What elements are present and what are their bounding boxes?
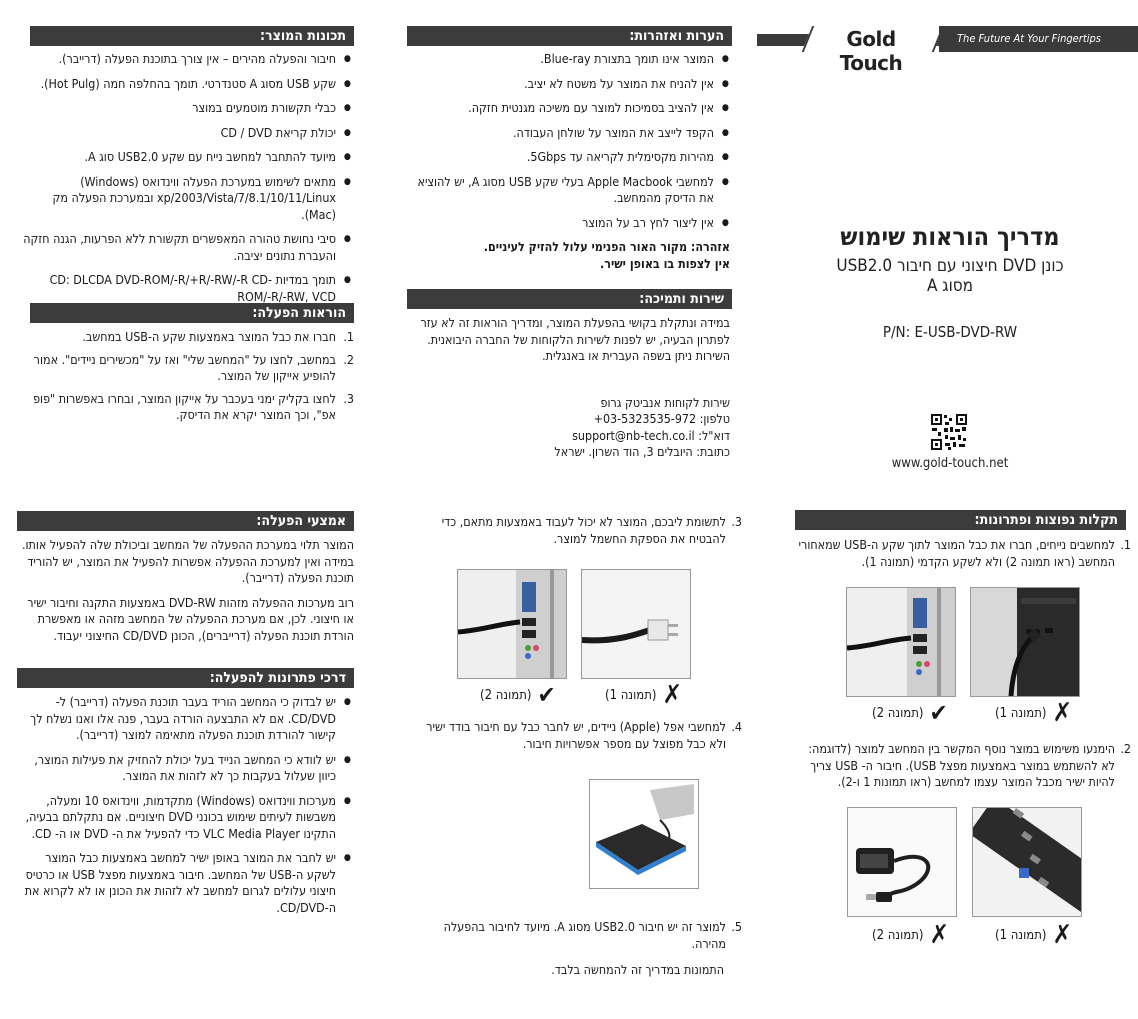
item-text: למחשבי אפל (Apple) ניידים, יש לחבר כבל עם חיבור בודד ישיר ולא כבל מפוצל עם מספר אפשרויות חיבור. — [426, 719, 726, 751]
item-text: למוצר זה יש חיבור USB2.0 מסוג A. מיועד לחיבור בהפעלה מהירה. — [443, 919, 726, 951]
manual-title: מדריך הוראות שימוש — [840, 222, 1060, 251]
photo-rear-port-ok — [457, 569, 567, 679]
disclaimer: התמונות במדריך זה להמחשה בלבד. — [551, 962, 724, 977]
caption-photo-1 — [995, 698, 1073, 728]
caption-text: (תמונה 2) — [480, 687, 532, 703]
item-number: 3. — [343, 390, 354, 406]
part-number: P/N: E-USB-DVD-RW — [882, 323, 1018, 341]
operation-list — [30, 329, 354, 424]
product-subtitle-2: מסוג A — [926, 276, 974, 296]
item-number: 1. — [1120, 537, 1131, 552]
photo-pc-rear-port — [846, 587, 956, 697]
list-item: ● תומך במדיות CD: DLCDA DVD-ROM/-R/+R/-RW/-R CD-ROM/-R/-RW, VCD — [22, 272, 354, 305]
list-item — [30, 352, 354, 385]
support-address: כתובת: היובלים 3, הוד השרון. ישראל — [554, 444, 730, 459]
list-item: ● הקפד לייצב את המוצר על שולחן העבודה. — [407, 125, 732, 142]
notes-heading: הערות ואזהרות: — [407, 26, 732, 46]
caption-adapter-photo-2 — [480, 681, 556, 709]
photo-usb-adapter — [847, 807, 957, 917]
list-item: ● יכולת קריאת CD / DVD — [22, 125, 354, 142]
list-item: ● יש לבדוק כי המחשב הוריד בעבר תוכנת הפעלה (דרייבר) ל-CD/DVD. אם לא התבצעה הורדה בעבר, פנה אלו ואנו נשלח לך קישור להורדת תוכנת הפעלה מתאימה למוצר (דרייבר). — [17, 694, 354, 744]
tip-item-4 — [412, 719, 742, 752]
support-section — [407, 315, 732, 461]
list-item: ● סיבי נחושת טהורה המאפשרים תקשורת ללא הפרעות, הגנה חזקה והעברת נתונים יציבה. — [22, 231, 354, 264]
brand-bar — [757, 26, 1138, 75]
brand-tagline: The Future At Your Fingertips — [957, 32, 1101, 45]
troubleshoot-heading: תקלות נפוצות ופתרונות: — [795, 510, 1126, 530]
product-subtitle-1: כונן DVD חיצוני עם חיבור USB2.0 — [836, 256, 1064, 276]
item-number: 3. — [731, 514, 742, 529]
ways-heading: דרכי פתרונות להפעלה: — [17, 668, 354, 688]
warning-line-1: אזהרה: מקור האור הפנימי עלול להזיק לעיניים. — [483, 239, 730, 254]
list-item: ● כבלי תקשורת מוטמעים במוצר — [22, 100, 354, 117]
list-item: ● אין ליצור לחץ רב על המוצר — [407, 215, 732, 232]
list-item: ● שקע USB מסוג A סטנדרטי. תומך בהחלפה חמה (Hot Pulg). — [22, 76, 354, 93]
photo-usb-hub — [972, 807, 1082, 917]
item-text: הימנעו משימוש במוצר נוסף המקשר בין המחשב למוצר (לדוגמה: לא להשתמש במוצר באמצעות מפצל USB). חיבור ה- USB צריך להיות ישיר מכבל המוצר עצמו למחשב (ראו תמונות 1 ו-2). — [808, 741, 1115, 789]
x-mark-icon: ✗ — [1052, 920, 1073, 950]
means-paragraph-2: רוב מערכות ההפעלה מזהות DVD-RW באמצעות התקנה וחיבור ישיר או חיצוני. לכן, אם מערכת ההפעלה של המחשב מזהה או מאפשרת הורדת תוכנת הפעלה (דרייברים), הכונן CD/DVD החיצוני יעבוד. — [27, 594, 354, 643]
caption-hub-photo-1 — [995, 920, 1073, 950]
caption-text: (תמונה 1) — [995, 705, 1047, 721]
support-body: במידה ונתקלת בקושי בהפעלת המוצר, ומדריך הוראות זה לא עזר לפתרון הבעיה, יש לפנות לשירות הלקוחות של החברה היבואנית. השירות ניתן בשפה העברית או באנגלית. — [420, 315, 730, 363]
list-item: ● מתאים לשימוש במערכת הפעלה ווינדואס (Windows) xp/2003/Vista/7/8.1/10/11/Linux ובמערכת הפעלה מק (Mac). — [22, 174, 354, 224]
photo-pc-front-port — [970, 587, 1080, 697]
website-link[interactable]: www.gold-touch.net — [891, 456, 1009, 471]
check-mark-icon: ✔ — [929, 699, 948, 727]
caption-text: (תמונה 2) — [872, 705, 924, 721]
item-text: למחשבים נייחים, חברו את כבל המוצר לתוך שקע ה-USB שמאחורי המחשב (ראו תמונה 2) ולא לשקע הקדמי (תמונה 1). — [798, 537, 1115, 569]
support-heading: שירות ותמיכה: — [407, 289, 732, 309]
means-section — [17, 537, 354, 644]
brand-logo-text: Gold Touch — [839, 27, 903, 75]
x-mark-icon: ✗ — [1052, 698, 1073, 728]
operation-heading: הוראות הפעלה: — [30, 303, 354, 323]
support-email[interactable]: דוא"ל: support@nb-tech.co.il — [572, 427, 730, 443]
caption-text: (תמונה 1) — [605, 687, 657, 703]
tip-item-5 — [412, 919, 742, 952]
caption-photo-2 — [872, 699, 948, 727]
list-item — [30, 329, 354, 346]
caption-text: (תמונה 2) — [872, 927, 924, 943]
notes-list — [407, 51, 732, 231]
photo-dvd-drive — [589, 779, 699, 889]
features-list — [22, 51, 354, 305]
troubleshoot-item-1 — [795, 537, 1131, 570]
item-number: 1. — [343, 329, 354, 344]
list-item: ● אין להניח את המוצר על משטח לא יציב. — [407, 76, 732, 93]
list-item: ● מהירות מקסימלית לקריאה עד 5Gbps. — [407, 149, 732, 166]
caption-text: (תמונה 1) — [995, 927, 1047, 943]
troubleshoot-item-2 — [795, 741, 1131, 791]
ways-list — [17, 694, 354, 916]
item-number: 4. — [731, 719, 742, 734]
photo-power-adapter — [581, 569, 691, 679]
list-item: ● מיועד להתחבר למחשב נייח עם שקע USB2.0 סוג A. — [22, 149, 354, 166]
notes-section — [407, 51, 732, 272]
means-paragraph-1: המוצר תלוי במערכת ההפעלה של המחשב וביכולת שלה להפעיל אותו. במידה ואין למערכת ההפעלה אפשרות להפעיל את המוצר, יש להוריד תוכנת הפעלה (דרייבר). — [21, 537, 354, 585]
features-heading: תכונות המוצר: — [30, 26, 354, 46]
item-number: 5. — [731, 919, 742, 934]
item-number: 2. — [343, 351, 354, 367]
x-mark-icon: ✗ — [929, 920, 950, 950]
list-item: ● המוצר אינו תומך בתצורת Blue-ray. — [407, 51, 732, 68]
qr-code-icon — [930, 413, 968, 451]
list-item: ● מערכות ווינדואס (Windows) מתקדמות, ווינדואס 10 ומעלה, משבשות לעיתים שימוש בכונני DVD חיצוניים. אם נתקלתם בבעיה, התקינו VLC Media Player כדי להפעיל את ה- DVD או ה- CD. — [17, 793, 354, 843]
item-text: לחצו בקליק ימני בעכבר על אייקון המוצר, ובחרו באפשרות "פופ אפ", וכך המוצר יקרא את הדיסק. — [33, 390, 336, 422]
item-text: חברו את כבל המוצר באמצעות שקע ה-USB במחשב. — [82, 329, 336, 344]
features-section — [22, 51, 354, 313]
list-item: ● למחשבי Apple Macbook בעלי שקע USB מסוג A, יש להוציא את הדיסק מהמחשב. — [407, 174, 732, 207]
list-item: ● אין להציב בסמיכות למוצר עם משיכה מגנטית חזקה. — [407, 100, 732, 117]
item-text: לתשומת ליבכם, המוצר לא יכול לעבוד באמצעות מתאם, כדי להבטיח את הספקת החשמל למוצר. — [441, 514, 726, 546]
list-item: ● חיבור והפעלה מהירים – אין צורך בתוכנת הפעלה (דרייבר). — [22, 51, 354, 68]
check-mark-icon: ✔ — [537, 681, 556, 709]
caption-hub-photo-2 — [872, 920, 950, 950]
tip-item-3 — [412, 514, 742, 547]
support-company: שירות לקוחות אנביטק גרופ — [600, 394, 730, 410]
list-item: ● יש לחבר את המוצר באופן ישיר למחשב באמצעות כבל המוצר לשקע ה-USB של המחשב. חיבור באמצעות מפצל USB או כרטיס חיצוני עלולים לגרום למחשב לא לזהות את הכונן או לא לקרוא את ה-CD/DVD. — [17, 850, 354, 916]
item-number: 2. — [1120, 741, 1131, 756]
operation-section — [30, 329, 354, 430]
caption-adapter-photo-1 — [605, 680, 683, 710]
x-mark-icon: ✗ — [662, 680, 683, 710]
list-item — [30, 391, 354, 424]
ways-section — [17, 694, 354, 924]
means-heading: אמצעי הפעלה: — [17, 511, 354, 531]
item-text: במחשב, לחצו על "המחשב שלי" ואז על "מכשירים ניידים". אמור להופיע אייקון של המוצר. — [33, 351, 336, 383]
warning-line-2: אין לצפות בו באופן ישיר. — [600, 255, 730, 271]
list-item: ● יש לוודא כי המחשב הנייד בעל יכולת להחזיק את פעילות המוצר, כיוון שעלול בעקבות כך לא לזהות את המוצר. — [17, 752, 354, 785]
support-phone: טלפון: 03-5323535-972+ — [593, 411, 730, 426]
